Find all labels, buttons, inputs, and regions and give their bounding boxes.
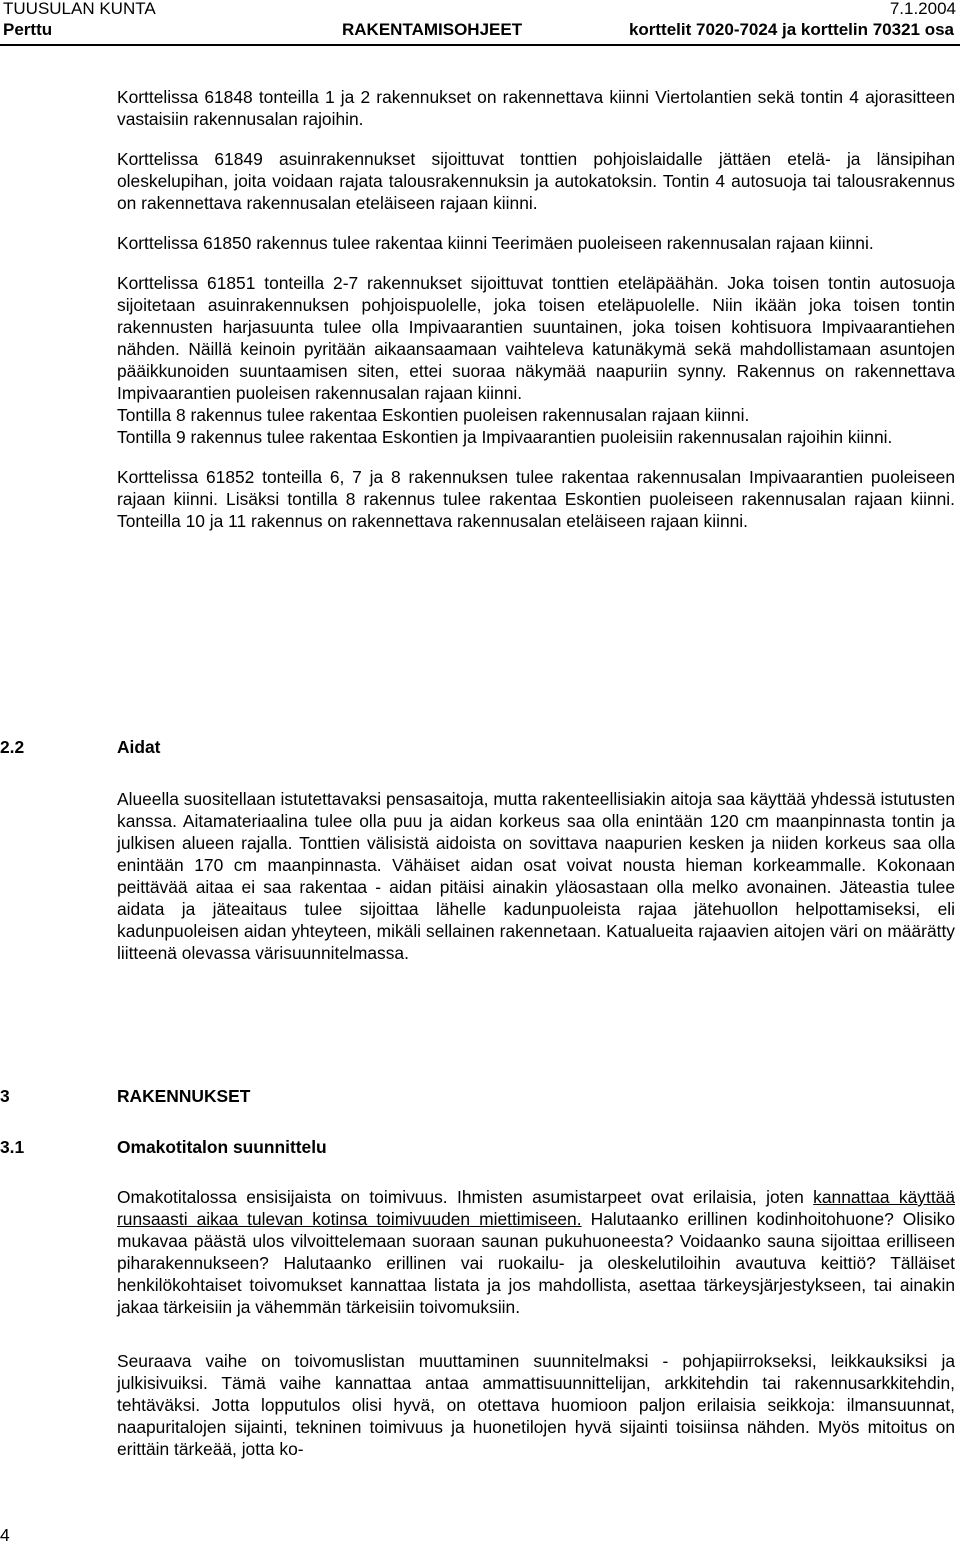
- header-blocks: korttelit 7020-7024 ja korttelin 70321 osa: [628, 20, 954, 39]
- section-3-title: RAKENNUKSET: [117, 1086, 251, 1106]
- header-organization: TUUSULAN KUNTA: [3, 0, 156, 18]
- paragraph-tontti-8: Tontilla 8 rakennus tulee rakentaa Eskontien puoleisen rakennusalan rajaan kiinni.: [117, 405, 750, 425]
- document-body: [117, 86, 955, 532]
- page-number: 4: [0, 1525, 10, 1545]
- underlined-emphasis: kannattaa käyttää runsaasti aikaa tulevan kotinsa toimivuuden miettimiseen.: [117, 1187, 955, 1229]
- section-2-2-title: Aidat: [117, 737, 161, 757]
- section-3-1-body: [117, 1186, 955, 1460]
- paragraph-61848: Korttelissa 61848 tonteilla 1 ja 2 rakennukset on rakennettava kiinni Viertolantien sekä tontin 4 ajorasitteen vastaisiin rakennusalan rajoihin.: [117, 87, 955, 129]
- paragraph-omakotitalo-start: Omakotitalossa ensisijaista on toimivuus. Ihmisten asumistarpeet ovat erilaisia, joten: [117, 1187, 814, 1207]
- header-row-2: [0, 19, 960, 41]
- paragraph-61851: Korttelissa 61851 tonteilla 2-7 rakennukset sijoittuvat tonttien eteläpäähän. Joka toisen tontin autosuoja sijoitetaan asuinrakennuksen pohjoispuolelle, joka toisen eteläpuolelle. Niin ikään joka toisen tontin rakennusten harjasuunta tulee olla Impivaarantien suuntainen, joka toisen kohtisuora Impivaarantiehen nähden. Näillä keinoin pyritään aikaansaamaan vaihteleva katunäkymä sekä mahdollistamaan asuntojen pääikkunoiden suuntaamisen siten, ettei suoraa näkymää naapuriin synny. Rakennus on rakennettava Impivaarantien puoleisen rakennusalan rajaan kiinni.: [117, 273, 955, 403]
- section-2-2-number: 2.2: [0, 737, 25, 757]
- paragraph-tontti-9: Tontilla 9 rakennus tulee rakentaa Eskontien ja Impivaarantien puoleisiin rakennusalan rajoihin kiinni.: [117, 427, 893, 447]
- header-divider: [0, 44, 960, 46]
- section-3-number: 3: [0, 1086, 10, 1106]
- header-locality: Perttu: [3, 20, 53, 39]
- paragraph-61850: Korttelissa 61850 rakennus tulee rakentaa kiinni Teerimäen puoleiseen rakennusalan rajaan kiinni.: [117, 233, 874, 253]
- paragraph-61849: Korttelissa 61849 asuinrakennukset sijoittuvat tonttien pohjoislaidalle jättäen etelä- ja länsipihan oleskelupihan, joita voidaan rajata talousrakennuksin ja autokatoksin. Tontin 4 autosuoja tai talousrakennus on rakennettava rakennusalan eteläiseen rajaan kiinni.: [117, 149, 955, 213]
- paragraph-omakotitalo-rest: Halutaanko erillinen kodinhoitohuone? Olisiko mukavaa päästä ulos vilvoittelemaan suoraan saunan pukuhuoneesta? Voidaanko sauna sijoittaa erilliseen piharakennukseen? Halutaanko erillinen vai ruokailu- ja oleskelutiloihin avautuva keittiö? Tälläiset henkilökohtaiset toivomukset kannattaa listata ja jos mahdollista, asettaa tärkeysjärjestykseen, tai ainakin jakaa tärkeisiin ja vähemmän tärkeisiin toivomuksiin.: [117, 1209, 955, 1317]
- header-date: 7.1.2004: [889, 0, 956, 18]
- page-header: [0, 0, 960, 44]
- section-3-1-title: Omakotitalon suunnittelu: [117, 1137, 327, 1157]
- paragraph-omakotitalo: [117, 1186, 955, 1318]
- section-2-2-body: [117, 788, 955, 964]
- header-row-1: [0, 0, 960, 20]
- paragraph-61852: Korttelissa 61852 tonteilla 6, 7 ja 8 rakennuksen tulee rakentaa rakennusalan Impivaarantien puoleiseen rajaan kiinni. Lisäksi tontilla 8 rakennus tulee rakentaa Eskontien puoleiseen rakennusalan rajaan kiinni. Tonteilla 10 ja 11 rakennus on rakennettava rakennusalan eteläiseen rajaan kiinni.: [117, 467, 955, 531]
- paragraph-seuraava-vaihe: Seuraava vaihe on toivomuslistan muuttaminen suunnitelmaksi - pohjapiirrokseksi, leikkauksiksi ja julkisivuiksi. Tämä vaihe kannattaa antaa ammattisuunnittelijan, arkkitehdin tai rakennusarkkitehdin, tehtäväksi. Jotta lopputulos olisi hyvä, on otettava huomioon paljon erilaisia seikkoja: ilmansuunnat, naapuritalojen sijainti, tekninen toimivuus ja huonetilojen hyvä sijainti toisiinsa nähden. Myös mitoitus on erittäin tärkeää, jotta ko-: [117, 1351, 955, 1459]
- section-3-1-number: 3.1: [0, 1137, 25, 1157]
- paragraph-aidat: Alueella suositellaan istutettavaksi pensasaitoja, mutta rakenteellisiakin aitoja saa käyttää yhdessä istutusten kanssa. Aitamateriaalina tulee olla puu ja aidan korkeus saa olla enintään 120 cm maanpinnasta tontin ja julkisen alueen rajalla. Tonttien välisistä aidoista on sovittava naapurien kesken ja niiden korkeus saa olla enintään 170 cm maanpinnasta. Vähäiset aidan osat voivat nousta hieman korkeammalle. Kokonaan peittävää aitaa ei saa rakentaa - aidan pitäisi ainakin yläosastaan olla melko avonainen. Jäteastia tulee aidata ja jäteaitaus tulee sijoittaa lähelle kadunpuoleista rajaa jätehuollon helpottamiseksi, eli kadunpuoleisen aidan yhteyteen, mikäli sellainen rakennetaan. Katualueita rajaavien aitojen väri on määrätty liitteenä olevassa värisuunnitelmassa.: [117, 789, 955, 963]
- header-document-type: RAKENTAMISOHJEET: [342, 20, 523, 39]
